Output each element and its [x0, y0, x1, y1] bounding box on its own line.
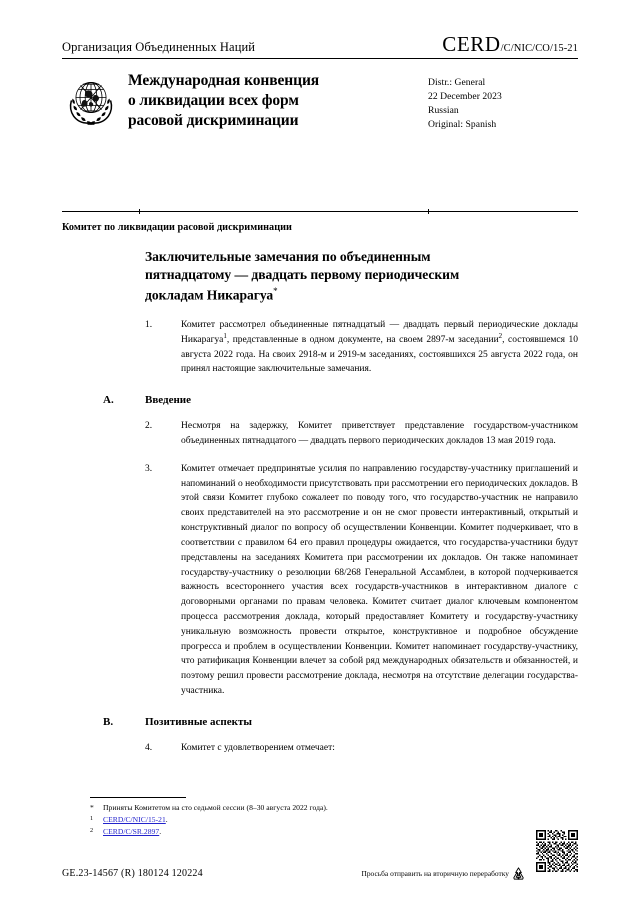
distribution-block [428, 71, 578, 132]
footnote-ref-2[interactable]: 2 [498, 331, 503, 340]
title-footnote-marker: * [273, 285, 278, 296]
footnote-text [103, 826, 510, 838]
distribution-date: 22 December 2023 [428, 91, 502, 103]
masthead-body-row [62, 71, 578, 132]
paragraph-1 [145, 318, 578, 377]
document-symbol [442, 34, 578, 55]
document-code: GE.23-14567 (R) 180124 120224 [62, 868, 203, 879]
convention-title-line-3: расовой дискриминации [128, 112, 299, 130]
footnote-marker: 2 [90, 827, 94, 835]
footnote-star [90, 802, 510, 814]
footer-recycle-group [361, 866, 578, 881]
section-letter: A. [103, 394, 114, 407]
footnote-2 [90, 826, 510, 838]
page-title [145, 248, 495, 305]
paragraph-text [181, 318, 578, 377]
footnote-link-2[interactable]: CERD/C/SR.2897 [103, 826, 160, 836]
paragraph-text: Несмотря на задержку, Комитет приветствует представление государством-участником объединенных пятнадцатого — двадцать первого периодических докладов 13 мая 2019 года. [181, 421, 578, 447]
footnote-2-suffix: . [159, 826, 162, 836]
footnote-text [103, 814, 510, 826]
footnote-marker: * [90, 803, 94, 812]
un-emblem-icon [62, 72, 120, 130]
emblem-container [62, 71, 124, 132]
convention-title-line-2: о ликвидации всех форм [128, 92, 299, 110]
section-label: Введение [145, 394, 192, 407]
paragraph-2 [145, 419, 578, 449]
paragraph-text: Комитет отмечает предпринятые усилия по направлению государству-участнику приглашений и напоминаний о необходимости присутствовать при рассмотрении его периодических докладов. В этой связи Комитет глубоко сожалеет по поводу того, что государство-участник не направило своих представителей на это рассмотрение и он не смог провести интерактивный, открытый и конструктивный диалог по вопросу об осуществлении Конвенции. Комитет подчеркивает, что в соответствии с правилом 64 его правил процедуры ожидается, что государства-участники будут представлены на заседаниях Комитета при рассмотрении их докладов. Он также напоминает государству-участнику о резолюции 68/268 Генеральной Ассамблеи, в которой подчеркивается важность всестороннего участия всех государств-участников в интерактивном диалоге с договорными органами по правам человека. Комитет считает диалог ключевым компонентом процесса рассмотрения доклада, который предоставляет Комитету и государству-участнику уникальную возможность провести открытое, конструктивное и подробное обсуждение прогресса и проблем в осуществлении Конвенции. Комитет напоминает государству-участнику, что ратификация Конвенции влечет за собой ряд международных обязательств и обязанностей, и поэтому решил провести рассмотрение доклада, несмотря на отсутствие делегации государства-участника. [181, 463, 578, 697]
document-body [62, 248, 578, 756]
paragraph-number: 4. [145, 742, 153, 753]
section-letter: B. [103, 715, 114, 728]
convention-title [124, 71, 428, 132]
footnote-marker: 1 [90, 815, 94, 823]
convention-title-line-1: Международная конвенция [128, 72, 320, 89]
paragraph-number: 3. [145, 463, 153, 474]
section-heading-a [103, 394, 578, 406]
paragraph-number: 1. [145, 319, 153, 330]
footnote-1 [90, 814, 510, 826]
page-title-line-3: докладам Никарагуа [145, 287, 274, 303]
masthead-divider [62, 58, 578, 59]
page-footer [62, 866, 578, 881]
paragraph-1-segment-b: , представленные в одном документе, на своем 2897-м заседании [226, 334, 499, 345]
section-heading-b [103, 716, 578, 728]
masthead [62, 34, 578, 132]
page-title-line-2: пятнадцатому — двадцать первому периодическим [145, 267, 460, 283]
section-label: Позитивные аспекты [145, 715, 252, 728]
paragraph-1-segment-c: , состоявшемся 10 августа 2022 года. На своих 2918-м и 2919-м заседаниях, состоявшихся 25 августа 2022 года, он принял настоящие заключительные замечания. [181, 334, 578, 375]
recycle-icon [511, 866, 526, 881]
footnote-1-suffix: . [165, 814, 168, 824]
qr-code [536, 830, 578, 872]
document-symbol-main: CERD [442, 32, 501, 56]
committee-name: Комитет по ликвидации расовой дискриминации [62, 222, 292, 233]
section-divider [62, 211, 578, 215]
document-symbol-suffix: /C/NIC/CO/15-21 [500, 43, 578, 54]
footnotes [90, 797, 510, 837]
paragraph-1-segment-a: Комитет рассмотрел объединенные пятнадцатый — двадцать первый периодические доклады Никарагуа [181, 319, 578, 345]
organization-name: Организация Объединенных Наций [62, 40, 256, 55]
page-title-line-1: Заключительные замечания по объединенным [145, 249, 431, 264]
masthead-top-row [62, 34, 578, 55]
footnote-text: Приняты Комитетом на сто седьмой сессии (8–30 августа 2022 года). [103, 803, 328, 812]
footnote-separator [90, 797, 186, 798]
paragraph-4 [145, 741, 578, 756]
footnote-link-1[interactable]: CERD/C/NIC/15-21 [103, 814, 166, 824]
paragraph-text: Комитет с удовлетворением отмечает: [181, 742, 335, 753]
recycle-text: Просьба отправить на вторичную переработку [361, 868, 509, 878]
distribution-language: Russian [428, 105, 459, 117]
paragraph-3 [145, 462, 578, 699]
distribution-original: Original: Spanish [428, 119, 497, 131]
distribution-type: Distr.: General [428, 77, 486, 88]
paragraph-number: 2. [145, 421, 153, 432]
footnote-ref-1[interactable]: 1 [223, 331, 227, 340]
